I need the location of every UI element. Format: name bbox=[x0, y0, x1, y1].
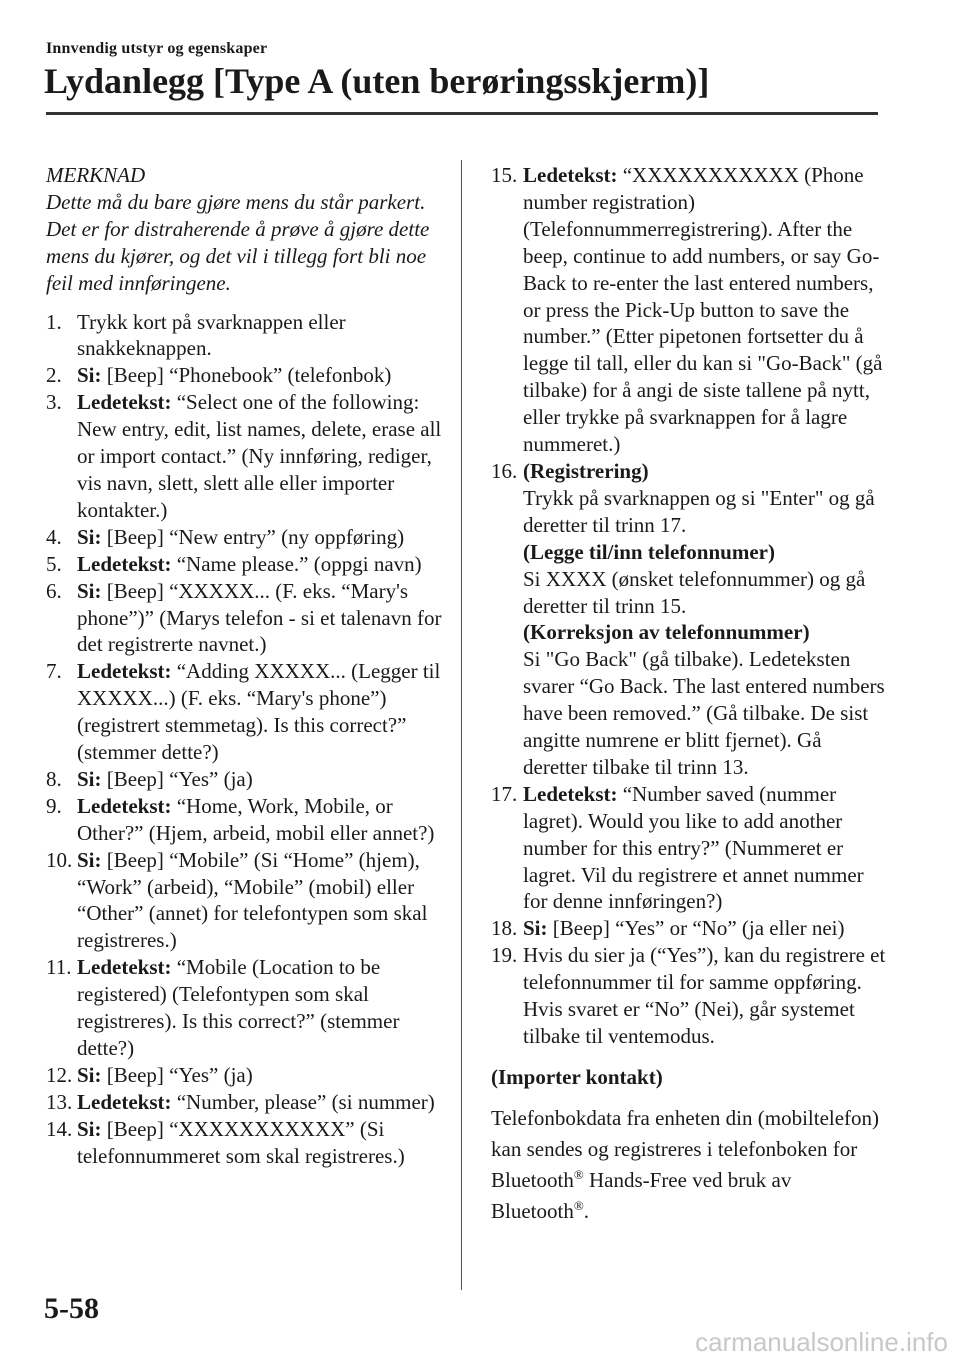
note-title: MERKNAD bbox=[46, 163, 146, 187]
step-text: [Beep] “Mobile” (Si “Home” (hjem), “Work” (arbeid), “Mobile” (mobil) eller “Other” (annet) for telefontypen som skal registreres.) bbox=[77, 847, 428, 953]
step-text: “Select one of the following: New entry, edit, list names, delete, erase all or import contact.” (Ny innføring, rediger, vis navn, slett, slett alle eller importer kontakter.) bbox=[77, 390, 442, 522]
step-text: [Beep] “Yes” (ja) bbox=[106, 1062, 253, 1087]
step-number: 3. bbox=[46, 390, 62, 415]
step-item bbox=[46, 578, 446, 659]
registered-mark: ® bbox=[573, 1166, 584, 1182]
step-label: Si: bbox=[77, 363, 102, 388]
import-text-c: . bbox=[583, 1198, 589, 1223]
step-text: “Number saved (nummer lagret). Would you like to add another number for this entry?” (Nummeret er lagret. Vil du registrere et annet nummer for denne innføringen?) bbox=[523, 781, 864, 914]
step-text: [Beep] “XXXXXXXXXXX” (Si telefonnummeret som skal registreres.) bbox=[77, 1116, 405, 1168]
step-item bbox=[46, 309, 446, 363]
step-label: Si: bbox=[77, 847, 102, 872]
step-item bbox=[46, 766, 446, 793]
step-item bbox=[491, 781, 886, 916]
step-label: Ledetekst: bbox=[523, 163, 618, 187]
step-label: Ledetekst: bbox=[77, 659, 172, 684]
step-number: 18. bbox=[491, 916, 518, 941]
step-text: [Beep] “Yes” (ja) bbox=[106, 766, 253, 791]
step-number: 7. bbox=[46, 659, 62, 684]
step-label: Si: bbox=[77, 1062, 102, 1087]
step-number: 15. bbox=[491, 163, 518, 187]
step-item bbox=[491, 942, 886, 1050]
import-text bbox=[491, 1103, 886, 1227]
step-text: Hvis du sier ja (“Yes”), kan du registrere et telefonnummer til for samme oppføring. bbox=[523, 943, 886, 995]
step-subheading: (Korreksjon av telefonnummer) bbox=[523, 620, 810, 645]
step-text: “Adding XXXXX... (Legger til XXXXX...) (F. eks. “Mary's phone”) (registrert stemmetag). Is this correct?” (stemmer dette?) bbox=[77, 659, 441, 765]
registered-mark: ® bbox=[573, 1197, 584, 1213]
step-item bbox=[46, 1116, 446, 1170]
step-label: Ledetekst: bbox=[77, 793, 172, 818]
step-number: 2. bbox=[46, 363, 62, 388]
step-text: Si XXXX (ønsket telefonnummer) og gå deretter til trinn 15. bbox=[523, 566, 866, 618]
step-number: 11. bbox=[46, 955, 72, 980]
import-text-b: Hands-Free ved bruk av Bluetooth bbox=[491, 1167, 792, 1223]
right-column bbox=[491, 162, 886, 1227]
steps-list-left bbox=[46, 309, 446, 1170]
step-number: 17. bbox=[491, 781, 518, 806]
step-text: “XXXXXXXXXXX (Phone number registration) (Telefonnummerregistrering). After the beep, continue to add numbers, or say Go-Back to re-enter the last entered numbers, or press the Pick-Up button to save the number.” (Etter pipetonen fortsetter du å legge til tall, eller du kan si "Go-Back" (gå tilbake) for å angi de siste tallene på nytt, eller trykke på svarknappen for å lagre nummeret.) bbox=[523, 163, 883, 457]
step-item bbox=[491, 458, 886, 781]
step-label: Ledetekst: bbox=[77, 551, 172, 576]
step-item bbox=[46, 1062, 446, 1089]
import-heading: (Importer kontakt) bbox=[491, 1064, 663, 1089]
step-label: Ledetekst: bbox=[523, 781, 618, 806]
step-item bbox=[46, 954, 446, 1062]
import-text-a: Telefonbokdata fra enheten din (mobiltelefon) kan sendes og registreres i telefonboken for Bluetooth bbox=[491, 1105, 880, 1192]
step-number: 16. bbox=[491, 458, 518, 483]
step-text: Si "Go Back" (gå tilbake). Ledeteksten svarer “Go Back. The last entered numbers have been removed.” (Gå tilbake. De sist angitte numrene er blitt fjernet). Gå deretter tilbake til trinn 13. bbox=[523, 647, 885, 779]
step-text: Hvis svaret er “No” (Nei), går systemet tilbake til ventemodus. bbox=[523, 997, 855, 1048]
step-number: 13. bbox=[46, 1089, 73, 1114]
step-number: 10. bbox=[46, 847, 73, 872]
step-item bbox=[46, 389, 446, 524]
step-label: Si: bbox=[77, 524, 102, 549]
step-number: 5. bbox=[46, 551, 62, 576]
step-number: 1. bbox=[46, 309, 62, 334]
step-label: Si: bbox=[77, 1116, 102, 1141]
step-text: “Home, Work, Mobile, or Other?” (Hjem, arbeid, mobil eller annet?) bbox=[77, 793, 435, 845]
header-divider bbox=[46, 112, 878, 115]
step-item bbox=[46, 551, 446, 578]
step-text: [Beep] “Phonebook” (telefonbok) bbox=[106, 363, 392, 388]
page-number: 5-58 bbox=[44, 1292, 99, 1325]
step-number: 4. bbox=[46, 524, 62, 549]
step-label: Ledetekst: bbox=[77, 1089, 172, 1114]
page-title: Lydanlegg [Type A (uten berøringsskjerm)] bbox=[44, 61, 710, 101]
step-item bbox=[46, 658, 446, 766]
step-label: Si: bbox=[77, 578, 102, 603]
step-text: “Mobile (Location to be registered) (Telefontypen som skal registreres). Is this correct?” (stemmer dette?) bbox=[77, 955, 400, 1060]
step-text: [Beep] “XXXXX... (F. eks. “Mary's phone”)” (Marys telefon - si et talenavn for det registrerte navnet.) bbox=[77, 578, 442, 657]
step-label: Ledetekst: bbox=[77, 390, 172, 415]
step-item bbox=[46, 362, 446, 389]
step-text: Trykk kort på svarknappen eller snakkeknappen. bbox=[77, 309, 346, 361]
step-text: Trykk på svarknappen og si "Enter" og gå deretter til trinn 17. bbox=[523, 485, 875, 537]
step-item bbox=[46, 1089, 446, 1116]
step-text: [Beep] “New entry” (ny oppføring) bbox=[106, 524, 405, 549]
step-number: 19. bbox=[491, 943, 518, 968]
step-text: “Number, please” (si nummer) bbox=[176, 1089, 435, 1114]
watermark[interactable]: carmanualsonline.info bbox=[695, 1327, 948, 1357]
step-item bbox=[46, 793, 446, 847]
step-item bbox=[46, 847, 446, 955]
step-item bbox=[46, 524, 446, 551]
step-number: 8. bbox=[46, 766, 62, 791]
column-divider bbox=[461, 160, 462, 1290]
step-label: Ledetekst: bbox=[77, 955, 172, 980]
step-number: 12. bbox=[46, 1062, 73, 1087]
step-item bbox=[491, 915, 886, 942]
step-subheading: (Legge til/inn telefonnumer) bbox=[523, 539, 775, 564]
section-label: Innvendig utstyr og egenskaper bbox=[46, 40, 268, 57]
steps-list-right bbox=[491, 162, 886, 1050]
step-number: 6. bbox=[46, 578, 62, 603]
left-column bbox=[46, 162, 446, 1170]
step-text: “Name please.” (oppgi navn) bbox=[176, 551, 422, 576]
step-subheading: (Registrering) bbox=[523, 458, 649, 483]
step-text: [Beep] “Yes” or “No” (ja eller nei) bbox=[552, 916, 845, 941]
step-number: 14. bbox=[46, 1116, 73, 1141]
step-label: Si: bbox=[77, 766, 102, 791]
step-item bbox=[491, 162, 886, 458]
step-number: 9. bbox=[46, 793, 62, 818]
note-text: Dette må du bare gjøre mens du står parkert. Det er for distraherende å prøve å gjøre dette mens du kjører, og det vil i tillegg fort bli noe feil med innføringene. bbox=[46, 189, 430, 295]
step-label: Si: bbox=[523, 916, 548, 941]
